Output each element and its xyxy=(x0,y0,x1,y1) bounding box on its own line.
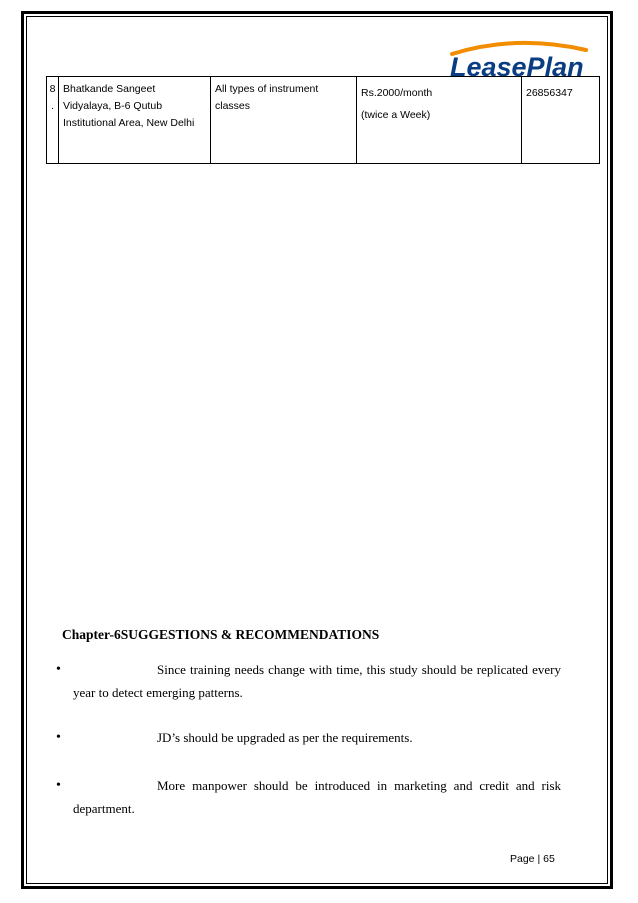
row-number-dot: . xyxy=(51,100,54,112)
bullet-word: More xyxy=(157,778,186,793)
institute-line: Institutional Area, New Delhi xyxy=(63,117,195,129)
bullet-continuation: department. xyxy=(73,801,135,816)
bullet-continuation: year to detect emerging patterns. xyxy=(73,685,243,700)
page-separator: | xyxy=(537,853,541,865)
bullet-first-line xyxy=(157,775,561,797)
bullet-word: training xyxy=(189,662,231,677)
bullet-word: manpower xyxy=(192,778,247,793)
classes-cell xyxy=(211,77,357,164)
fee-cell xyxy=(357,77,522,164)
bullet-dot-icon: • xyxy=(56,778,61,793)
bullet-first-line xyxy=(157,659,561,681)
bullet-word: and xyxy=(453,778,473,793)
bullet-word: be xyxy=(460,662,473,677)
phone-cell xyxy=(522,77,600,164)
page-footer xyxy=(510,853,555,865)
svg-text:LeasePlan: LeasePlan xyxy=(450,52,584,82)
bullet-word: introduced xyxy=(314,778,371,793)
bullet-word: Since xyxy=(157,662,186,677)
bullet-word: needs xyxy=(234,662,265,677)
bullet-word: change xyxy=(268,662,305,677)
institutes-table xyxy=(46,76,600,164)
page-number: 65 xyxy=(543,853,555,865)
chapter-prefix: Chapter-6 xyxy=(62,627,121,642)
bullet-word: risk xyxy=(541,778,561,793)
frequency-text: (twice a Week) xyxy=(361,109,431,121)
bullet-word: with xyxy=(309,662,333,677)
bullet-word: every xyxy=(532,662,561,677)
bullet-word: should xyxy=(253,778,289,793)
classes-line: All types of instrument xyxy=(215,83,319,95)
page-label: Page xyxy=(510,853,535,865)
classes-line: classes xyxy=(215,100,251,112)
chapter-heading xyxy=(62,627,379,643)
chapter-title: SUGGESTIONS & RECOMMENDATIONS xyxy=(120,627,380,642)
bullet-word: replicated xyxy=(476,662,529,677)
bullet-dot-icon: • xyxy=(56,730,61,745)
institute-line: Bhatkande Sangeet xyxy=(63,83,156,95)
table-row xyxy=(47,77,600,164)
bullet-word: credit xyxy=(479,778,509,793)
bullet-word: study xyxy=(389,662,418,677)
row-number-cell xyxy=(47,77,59,164)
row-number: 8 xyxy=(49,83,56,95)
bullet-word: be xyxy=(295,778,308,793)
bullet-word: marketing xyxy=(394,778,447,793)
bullet-word: time, xyxy=(336,662,363,677)
institute-cell xyxy=(59,77,211,164)
institute-line: Vidyalaya, B-6 Qutub xyxy=(63,100,163,112)
phone-text: 26856347 xyxy=(526,87,573,99)
bullet-dot-icon: • xyxy=(56,662,61,677)
bullet-word: and xyxy=(515,778,535,793)
fee-text: Rs.2000/month xyxy=(361,87,433,99)
bullet-word: this xyxy=(366,662,386,677)
bullet-word: should xyxy=(421,662,457,677)
bullet-word: in xyxy=(377,778,388,793)
bullet-first-line: JD’s should be upgraded as per the requirements. xyxy=(157,730,413,745)
